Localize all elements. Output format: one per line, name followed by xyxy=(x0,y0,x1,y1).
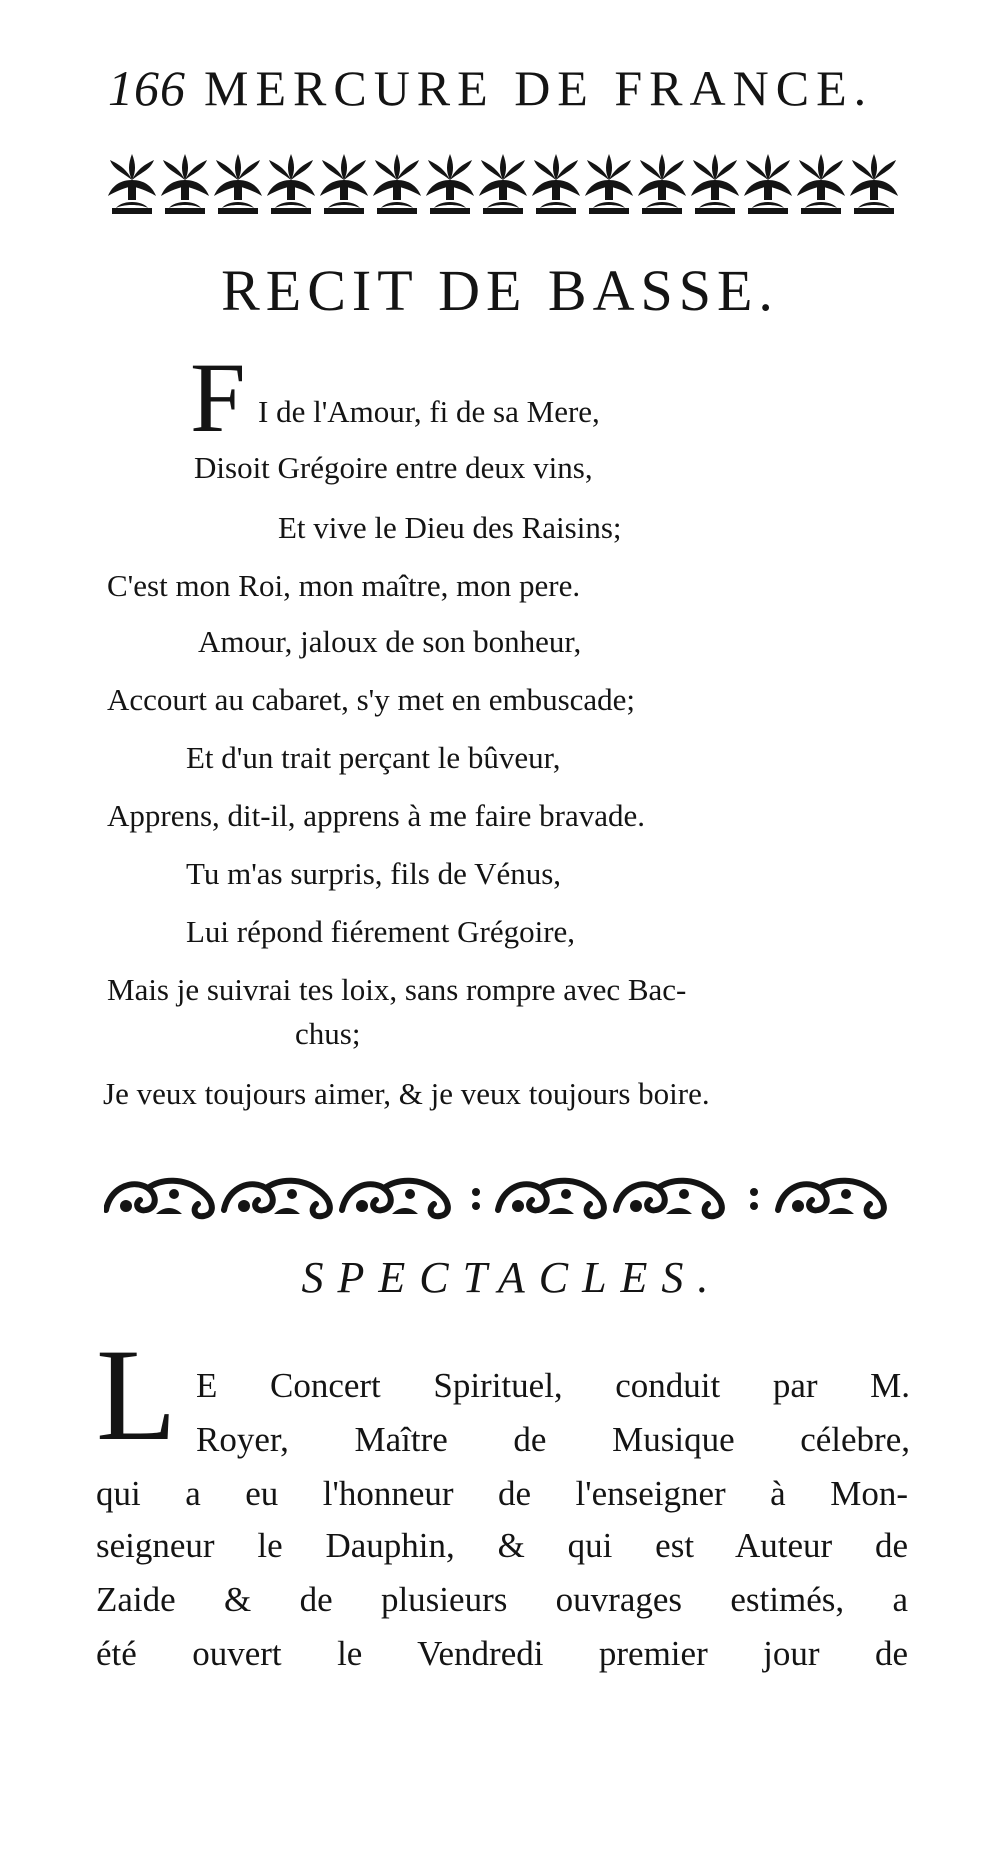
paragraph-line-5: Zaide & de plusieurs ouvrages estimés, a xyxy=(96,1580,908,1619)
song-title: RECIT DE BASSE. xyxy=(221,258,779,323)
paragraph-line-1: E Concert Spirituel, conduit par M. xyxy=(196,1366,910,1405)
fleuron-band-ornament xyxy=(108,150,908,218)
verse-line-8: Apprens, dit-il, apprens à me faire bravade. xyxy=(107,798,645,833)
paragraph-drop-cap: L xyxy=(96,1321,177,1468)
verse-line-2: Disoit Grégoire entre deux vins, xyxy=(194,450,593,485)
verse-line-12: Je veux toujours aimer, & je veux toujours boire. xyxy=(103,1076,710,1111)
verse-line-11-continued: chus; xyxy=(295,1016,361,1051)
verse-line-4: C'est mon Roi, mon maître, mon pere. xyxy=(107,568,581,603)
running-head xyxy=(108,58,888,118)
verse-line-3: Et vive le Dieu des Raisins; xyxy=(278,510,622,545)
verse-line-10: Lui répond fiérement Grégoire, xyxy=(186,914,576,949)
paragraph-line-4: seigneur le Dauphin, & qui est Auteur de xyxy=(96,1526,908,1565)
verse-line-1: I de l'Amour, fi de sa Mere, xyxy=(258,394,600,429)
journal-title: MERCURE DE FRANCE. xyxy=(204,60,874,116)
verse-line-11: Mais je suivrai tes loix, sans rompre avec Bac- xyxy=(107,972,687,1007)
scroll-band-ornament xyxy=(104,1170,910,1224)
verse-line-7: Et d'un trait perçant le bûveur, xyxy=(186,740,561,775)
paragraph-line-3: qui a eu l'honneur de l'enseigner à Mon- xyxy=(96,1474,908,1513)
verse-line-5: Amour, jaloux de son bonheur, xyxy=(198,624,582,659)
paragraph-line-6: été ouvert le Vendredi premier jour de xyxy=(96,1634,908,1673)
verse-line-9: Tu m'as surpris, fils de Vénus, xyxy=(186,856,562,891)
page-number: 166 xyxy=(108,60,186,116)
verse-line-6: Accourt au cabaret, s'y met en embuscade; xyxy=(107,682,636,717)
song-drop-cap: F xyxy=(190,342,246,453)
paragraph-line-2: Royer, Maître de Musique célebre, xyxy=(196,1420,910,1459)
section-title: SPECTACLES. xyxy=(301,1253,723,1302)
